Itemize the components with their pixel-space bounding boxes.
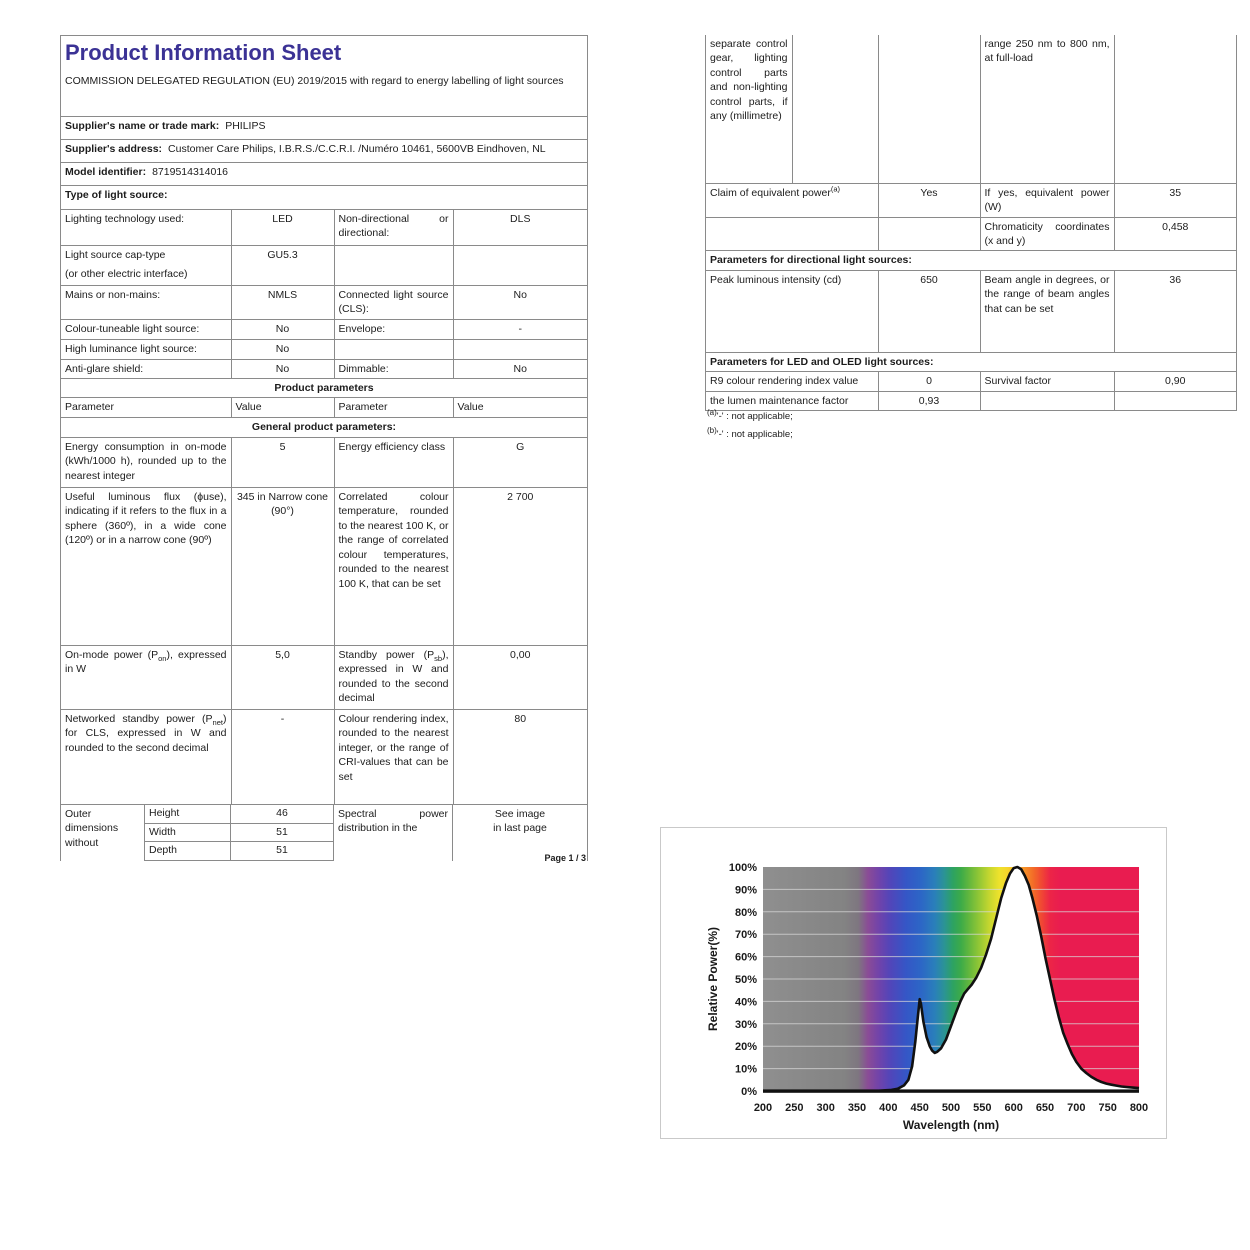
value-cell: No <box>453 285 587 319</box>
value-cell: 5 <box>231 437 334 487</box>
svg-text:0%: 0% <box>741 1086 757 1098</box>
table-row <box>61 487 587 645</box>
value-cell: LED <box>231 209 334 245</box>
page-indicator: Page 1 / 3 <box>544 853 586 863</box>
empty-cell <box>878 35 980 183</box>
svg-text:70%: 70% <box>734 929 757 942</box>
empty-cell <box>1114 35 1236 183</box>
dim-row-depth: Depth 51 <box>145 842 333 861</box>
param-cell: Envelope: <box>334 319 453 339</box>
svg-text:450: 450 <box>910 1102 929 1114</box>
value-cell: - <box>231 709 334 804</box>
spectral-power-distribution-label: Spectral power distribution in the <box>334 805 453 861</box>
x-axis-title: Wavelength (nm) <box>902 1118 1000 1132</box>
param-cell: Energy efficiency class <box>334 437 453 487</box>
empty-cell <box>980 391 1114 410</box>
table-row <box>706 183 1236 217</box>
param-cell: On-mode power $(P_{on})$, expressed in W <box>61 645 231 709</box>
svg-text:400: 400 <box>879 1102 898 1114</box>
param-cell: High luminance light source: <box>61 339 231 359</box>
value-cell <box>453 339 587 359</box>
empty-cell <box>1114 391 1236 410</box>
table-row <box>61 209 587 245</box>
param-cell: Anti-glare shield: <box>61 359 231 378</box>
table-row <box>61 245 587 285</box>
table-row <box>61 36 587 116</box>
model-identifier-value: 8719514314016 <box>152 165 229 178</box>
param-cell: Survival factor <box>980 372 1114 391</box>
value-cell: 0,90 <box>1114 372 1236 391</box>
supplier-address-value: Customer Care Philips, I.B.R.S./C.C.R.I. /Numéro 10461, 5600VB Eindhoven, NL <box>168 142 546 155</box>
value-cell: No <box>231 359 334 378</box>
table-row <box>61 285 587 319</box>
param-cell: Lighting technology used: <box>61 209 231 245</box>
table-row <box>706 372 1236 391</box>
value-cell: No <box>231 339 334 359</box>
product-info-sheet-page2 <box>705 35 1237 411</box>
supplier-address-row-cell <box>61 139 587 162</box>
svg-text:60%: 60% <box>734 951 757 964</box>
param-cell: Peak luminous intensity (cd) <box>706 270 878 352</box>
spectral-power-distribution-value: See image in last page <box>493 807 547 835</box>
supplier-name-value: PHILIPS <box>225 119 266 132</box>
table-row <box>61 162 587 185</box>
svg-text:500: 500 <box>941 1102 961 1114</box>
param-cell: Beam angle in degrees, or the range of beam angles that can be set <box>980 270 1114 352</box>
x-axis-line <box>763 1089 1139 1092</box>
model-identifier-label: Model identifier: <box>65 165 147 178</box>
param-cell: range 250 nm to 800 nm, at full-load <box>980 35 1114 183</box>
page-title: Product Information Sheet <box>65 40 342 65</box>
table-row <box>61 417 587 437</box>
table-row <box>706 217 1236 251</box>
value-cell: G <box>453 437 587 487</box>
svg-text:300: 300 <box>816 1102 835 1114</box>
column-header-value: Value <box>453 398 587 417</box>
footnotes <box>707 408 793 444</box>
param-cell: Non-directional or directional: <box>334 209 453 245</box>
table-row <box>61 709 587 804</box>
directional-light-sources-header: Parameters for directional light sources: <box>706 251 1236 270</box>
param-cell: Correlated colour temperature, rounded to the nearest 100 K, or the range of correlated colour temperatures, rounded to the nearest 100 K, that can be set <box>334 487 453 645</box>
value-cell: No <box>453 359 587 378</box>
chart-slot <box>661 828 1166 1143</box>
svg-text:30%: 30% <box>734 1018 757 1031</box>
value-cell: No <box>231 319 334 339</box>
y-axis-title: Relative Power(%) <box>706 926 720 1032</box>
regulation-subtitle: COMMISSION DELEGATED REGULATION (EU) 2019/2015 with regard to energy labelling of light sources <box>65 75 564 88</box>
column-header-value: Value <box>231 398 334 417</box>
value-cell: - <box>453 319 587 339</box>
svg-text:20%: 20% <box>734 1041 757 1054</box>
svg-text:550: 550 <box>973 1102 992 1114</box>
param-cell: Networked standby power $(P_{net})$ for CLS, expressed in W and rounded to the second decimal <box>61 709 231 804</box>
product-info-sheet-page1 <box>60 35 588 861</box>
param-cell: Connected light source (CLS): <box>334 285 453 319</box>
type-of-light-source-header: Type of light source: <box>61 185 587 209</box>
value-cell: Yes <box>878 183 980 217</box>
param-cell <box>334 245 453 285</box>
outer-dimensions-label: Outer dimensions without <box>61 805 145 861</box>
value-cell: 2 700 <box>453 487 587 645</box>
param-cell: Dimmable: <box>334 359 453 378</box>
svg-text:40%: 40% <box>734 996 757 1009</box>
param-cell: If yes, equivalent power (W) <box>980 183 1114 217</box>
param-cell <box>334 339 453 359</box>
table-row <box>706 352 1236 371</box>
footnote-b: $^{(b)}$'-' : not applicable; <box>707 425 793 441</box>
svg-text:650: 650 <box>1035 1102 1055 1114</box>
right-table <box>706 35 1236 411</box>
value-cell: 35 <box>1114 183 1236 217</box>
svg-text:350: 350 <box>847 1102 867 1114</box>
param-cell: Energy consumption in on-mode (kWh/1000 h), rounded up to the nearest integer <box>61 437 231 487</box>
table-row <box>61 378 587 397</box>
table-row <box>706 35 1236 183</box>
param-cell: Light source cap-type (or other electric interface) <box>61 245 231 285</box>
param-cell: the lumen maintenance factor <box>706 391 878 410</box>
param-cell: Colour rendering index, rounded to the nearest integer, or the range of CRI-values that can be set <box>334 709 453 804</box>
param-cell: R9 colour rendering index value <box>706 372 878 391</box>
empty-cell <box>792 35 878 183</box>
svg-text:750: 750 <box>1098 1102 1117 1114</box>
column-header-parameter: Parameter <box>334 398 453 417</box>
value-cell <box>453 245 587 285</box>
value-cell: 0,458 <box>1114 217 1236 251</box>
param-cell: Useful luminous flux (ϕuse), indicating if it refers to the flux in a sphere (360º), in a wide cone (120º) or in a narrow cone (90º) <box>61 487 231 645</box>
model-identifier-row-cell <box>61 162 587 185</box>
dim-row-width: Width 51 <box>145 824 333 843</box>
svg-text:250: 250 <box>785 1102 804 1114</box>
value-cell: 0,93 <box>878 391 980 410</box>
table-row <box>61 359 587 378</box>
param-cell: Colour-tuneable light source: <box>61 319 231 339</box>
table-row <box>61 645 587 709</box>
svg-text:200: 200 <box>753 1102 773 1114</box>
value-cell: DLS <box>453 209 587 245</box>
svg-text:50%: 50% <box>734 974 757 986</box>
table-row <box>706 251 1236 270</box>
value-cell: 80 <box>453 709 587 804</box>
column-header-parameter: Parameter <box>61 398 231 417</box>
value-cell: 0,00 <box>453 645 587 709</box>
table-row <box>61 116 587 139</box>
param-cell: Mains or non-mains: <box>61 285 231 319</box>
table-row <box>706 270 1236 352</box>
spd-chart-svg <box>661 828 1166 1138</box>
table-row <box>61 185 587 209</box>
svg-text:10%: 10% <box>734 1063 757 1076</box>
value-cell: GU5.3 <box>231 245 334 285</box>
table-row <box>61 437 587 487</box>
svg-text:600: 600 <box>1004 1102 1023 1114</box>
dim-row-height: Height 46 <box>145 805 333 824</box>
value-cell: NMLS <box>231 285 334 319</box>
svg-text:90%: 90% <box>734 884 757 897</box>
value-cell: 5,0 <box>231 645 334 709</box>
param-cell: Standby power $(P_{sb})$, expressed in W and rounded to the second decimal <box>334 645 453 709</box>
table-row <box>61 319 587 339</box>
param-cell: Chromaticity coordinates (x and y) <box>980 217 1114 251</box>
svg-text:100%: 100% <box>728 862 757 874</box>
table-row <box>61 398 587 417</box>
left-table <box>61 36 587 861</box>
empty-cell <box>706 217 878 251</box>
outer-dimensions-continuation-cell: separate control gear, lighting control parts and non-lighting control parts, if any (millimetre) <box>706 35 792 183</box>
table-row <box>61 139 587 162</box>
svg-text:80%: 80% <box>734 906 757 919</box>
supplier-name-label: Supplier's name or trade mark: <box>65 119 220 132</box>
value-cell: 0 <box>878 372 980 391</box>
param-cell: Claim of equivalent power$^{(a)}$ <box>706 183 878 217</box>
svg-text:700: 700 <box>1067 1102 1086 1114</box>
value-cell: 650 <box>878 270 980 352</box>
svg-text:800: 800 <box>1129 1102 1149 1114</box>
spectral-power-distribution-chart <box>660 827 1167 1139</box>
supplier-name-row-cell <box>61 116 587 139</box>
table-row <box>61 339 587 359</box>
empty-cell <box>878 217 980 251</box>
value-cell: 36 <box>1114 270 1236 352</box>
led-oled-light-sources-header: Parameters for LED and OLED light sources: <box>706 352 1236 371</box>
footnote-a: $^{(a)}$'-' : not applicable; <box>707 407 793 422</box>
value-cell: 345 in Narrow cone (90°) <box>231 487 334 645</box>
supplier-address-label: Supplier's address: <box>65 142 163 155</box>
product-parameters-header: Product parameters <box>61 378 587 397</box>
general-product-parameters-header: General product parameters: <box>61 417 587 437</box>
